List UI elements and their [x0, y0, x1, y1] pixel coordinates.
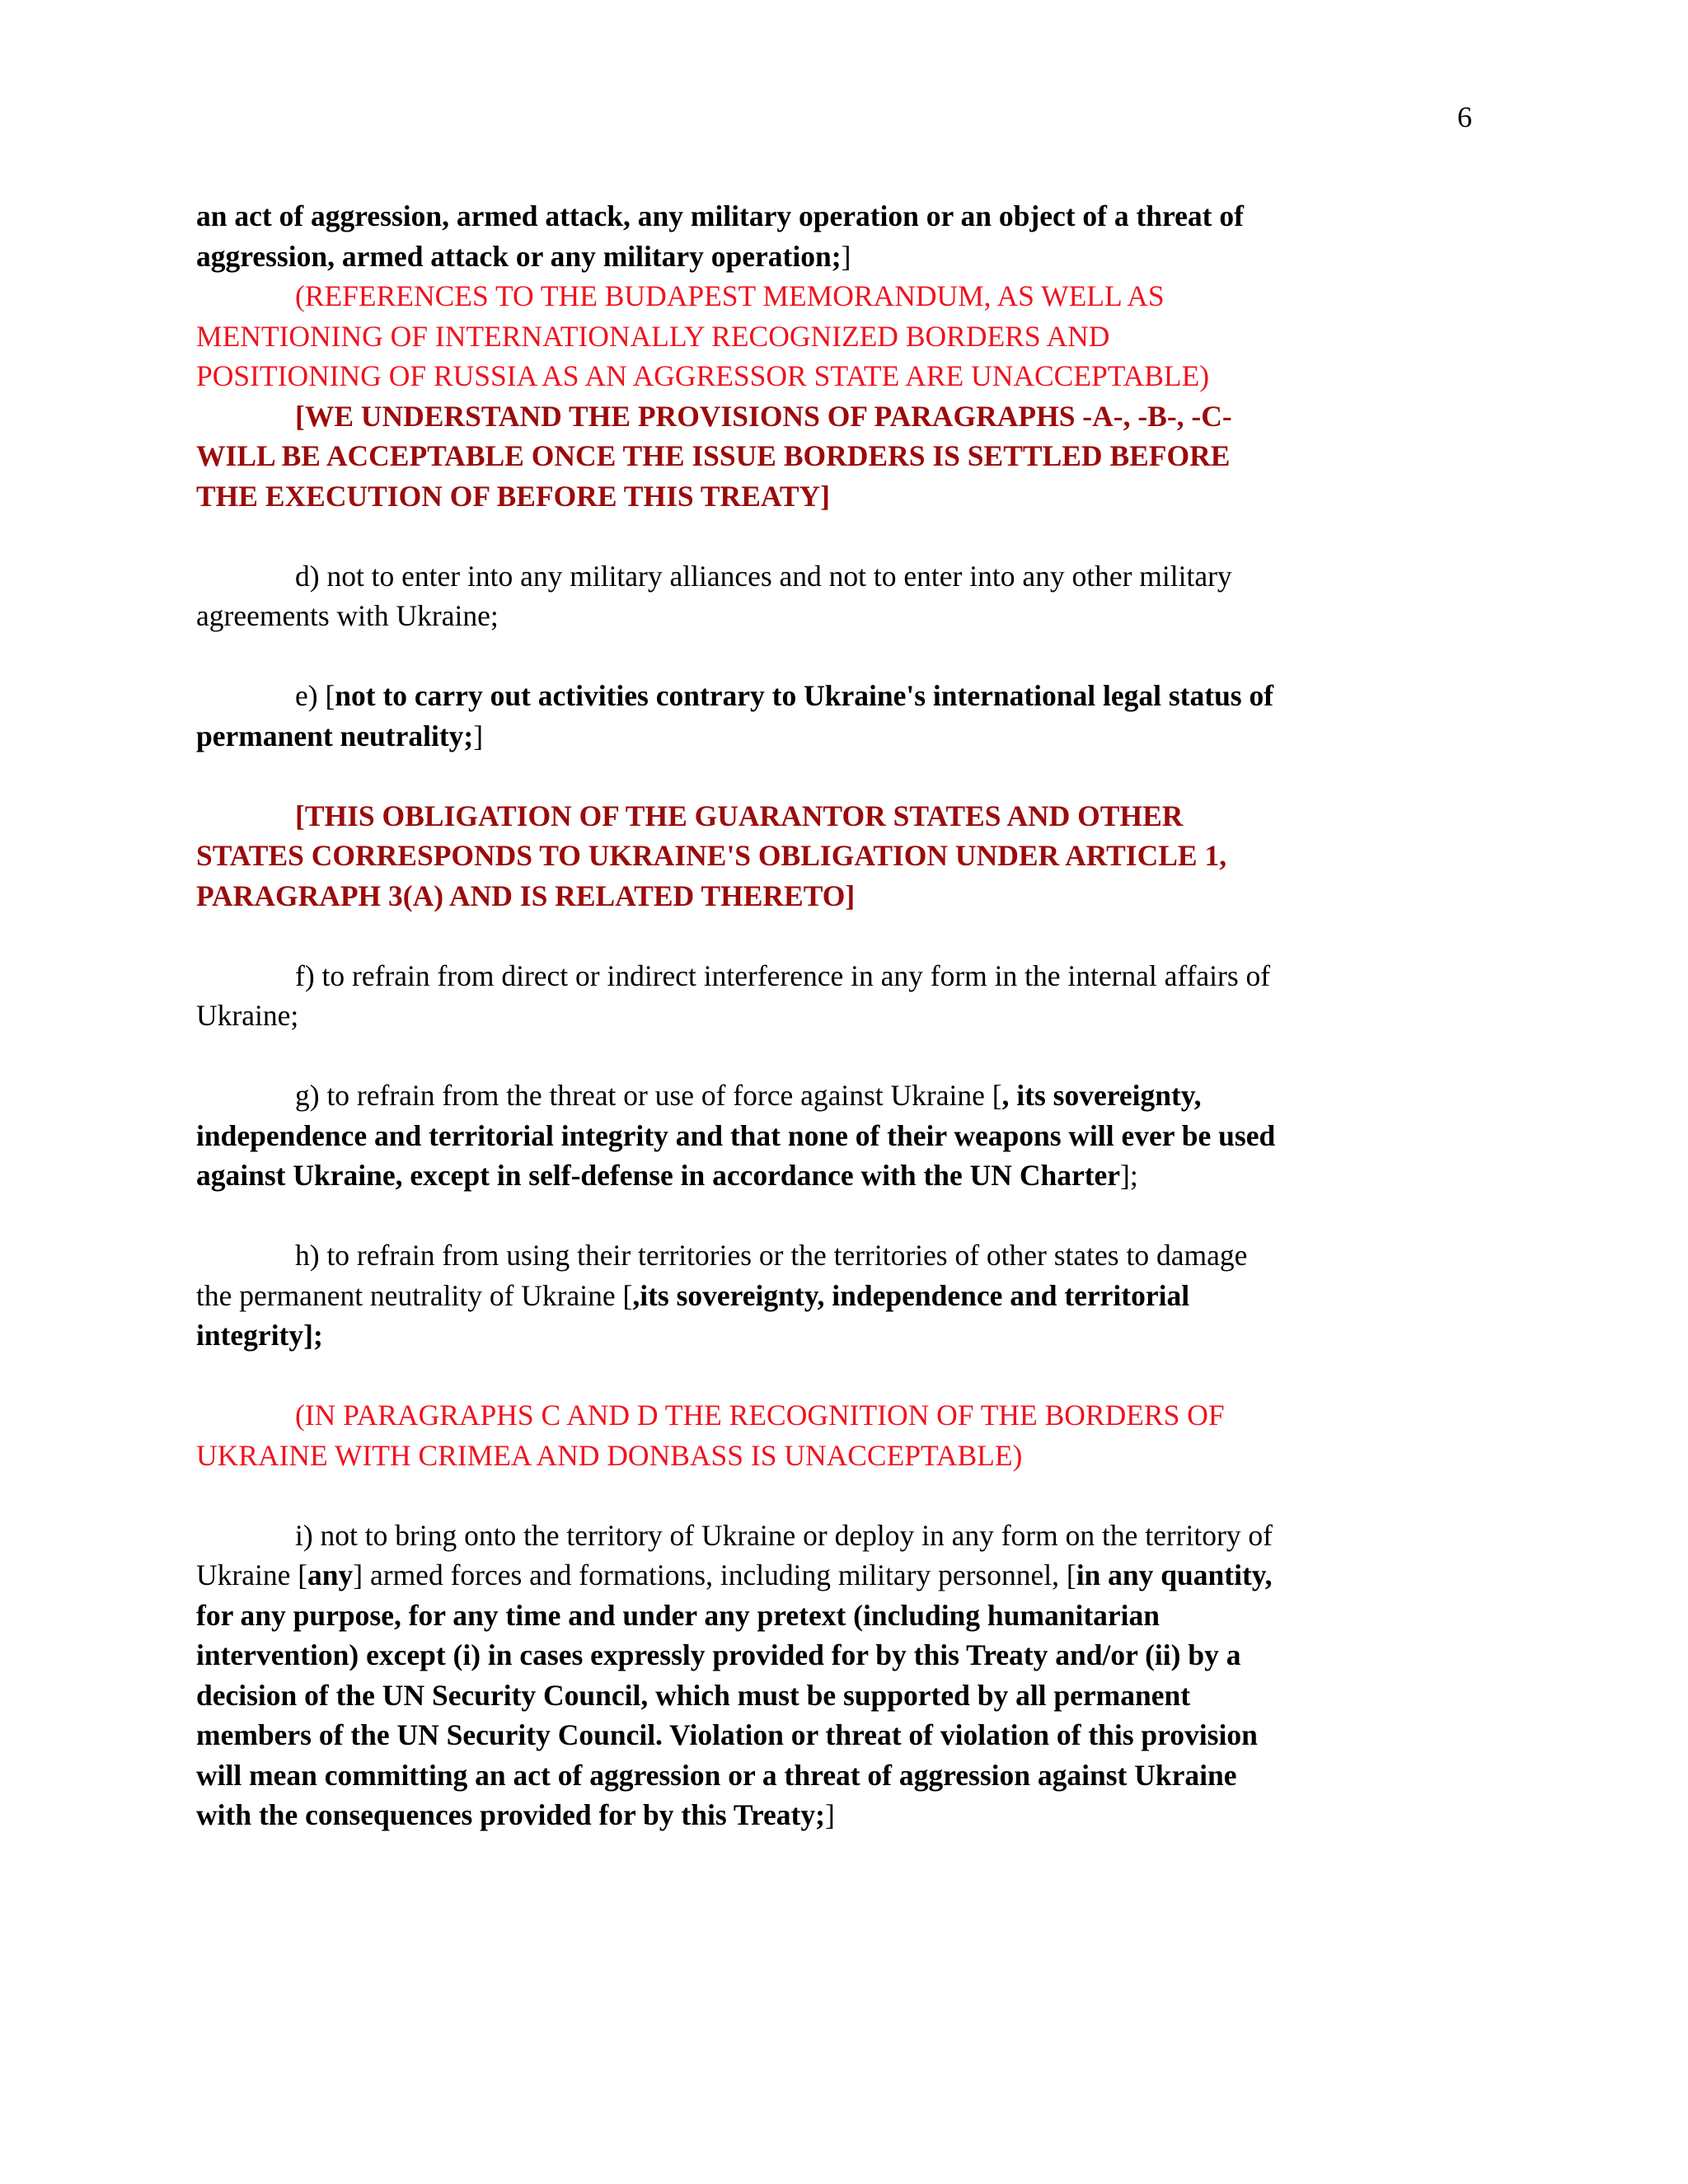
- spacer: [196, 516, 1276, 556]
- item-g-close: ];: [1120, 1159, 1138, 1192]
- item-e-close: ]: [473, 719, 484, 752]
- spacer: [196, 1196, 1276, 1236]
- spacer: [196, 916, 1276, 956]
- item-h: [196, 1235, 1276, 1356]
- item-e: [196, 676, 1276, 756]
- spacer: [196, 1356, 1276, 1396]
- intro-close: ]: [841, 239, 851, 273]
- item-i-bold: in any quantity, for any purpose, for any time and under any pretext (including humanitarian intervention) except (i) in cases expressly provided for by this Treaty and/or (ii) by a decision of the UN Security Council, which must be supported by all permanent members of the UN Security Council. Violation or threat of violation of this provision will mean committing an act of aggression or a threat of aggression against Ukraine with the consequences provided for by this Treaty;: [196, 1558, 1273, 1831]
- note-budapest-memorandum: (REFERENCES TO THE BUDAPEST MEMORANDUM, AS WELL AS MENTIONING OF INTERNATIONALLY RECOGNIZED BORDERS AND POSITIONING OF RUSSIA AS AN AGGRESSOR STATE ARE UNACCEPTABLE): [196, 279, 1210, 392]
- item-g: [196, 1076, 1276, 1196]
- note-paragraphs-abc: [WE UNDERSTAND THE PROVISIONS OF PARAGRAPHS -A-, -B-, -C- WILL BE ACCEPTABLE ONCE THE ISSUE BORDERS IS SETTLED BEFORE THE EXECUTION OF BEFORE THIS TREATY]: [196, 399, 1232, 513]
- item-e-lead: e) [: [295, 679, 335, 712]
- intro-paragraph: [196, 196, 1276, 276]
- intro-text: an act of aggression, armed attack, any military operation or an object of a threat of aggression, armed attack or any military operation;: [196, 199, 1244, 273]
- note-crimea-donbass: (IN PARAGRAPHS C AND D THE RECOGNITION OF THE BORDERS OF UKRAINE WITH CRIMEA AND DONBASS IS UNACCEPTABLE): [196, 1399, 1225, 1472]
- spacer: [196, 636, 1276, 677]
- item-g-lead: g) to refrain from the threat or use of force against Ukraine [: [295, 1079, 1002, 1112]
- document-body: [196, 196, 1276, 1835]
- item-e-bold: not to carry out activities contrary to Ukraine's international legal status of permanent neutrality;: [196, 679, 1274, 752]
- item-i: [196, 1516, 1276, 1835]
- page-number: 6: [1457, 101, 1472, 134]
- item-h-lead: h) to refrain from using their territories or the territories of other states to damage the permanent neutrality of Ukraine [: [196, 1239, 1248, 1312]
- spacer: [196, 1475, 1276, 1516]
- item-i-any: any: [307, 1558, 354, 1591]
- item-f: f) to refrain from direct or indirect interference in any form in the internal affairs of Ukraine;: [196, 958, 1271, 1032]
- item-i-mid: ] armed forces and formations, including military personnel, [: [353, 1558, 1076, 1591]
- note-guarantor-obligation: [THIS OBLIGATION OF THE GUARANTOR STATES AND OTHER STATES CORRESPONDS TO UKRAINE'S OBLIGATION UNDER ARTICLE 1, PARAGRAPH 3(A) AND IS RELATED THERETO]: [196, 799, 1227, 912]
- spacer: [196, 756, 1276, 796]
- item-i-close: ]: [824, 1798, 835, 1831]
- item-i-lead: i) not to bring onto the territory of Ukraine or deploy in any form on the territory of Ukraine [: [196, 1518, 1273, 1591]
- item-g-bold: , its sovereignty, independence and territorial integrity and that none of their weapons will ever be used against Ukraine, except in self-defense in accordance with the UN Charter: [196, 1079, 1276, 1192]
- spacer: [196, 1036, 1276, 1076]
- item-d: d) not to enter into any military alliances and not to enter into any other military agreements with Ukraine;: [196, 559, 1232, 632]
- item-h-bold: ,its sovereignty, independence and territorial integrity];: [196, 1278, 1190, 1352]
